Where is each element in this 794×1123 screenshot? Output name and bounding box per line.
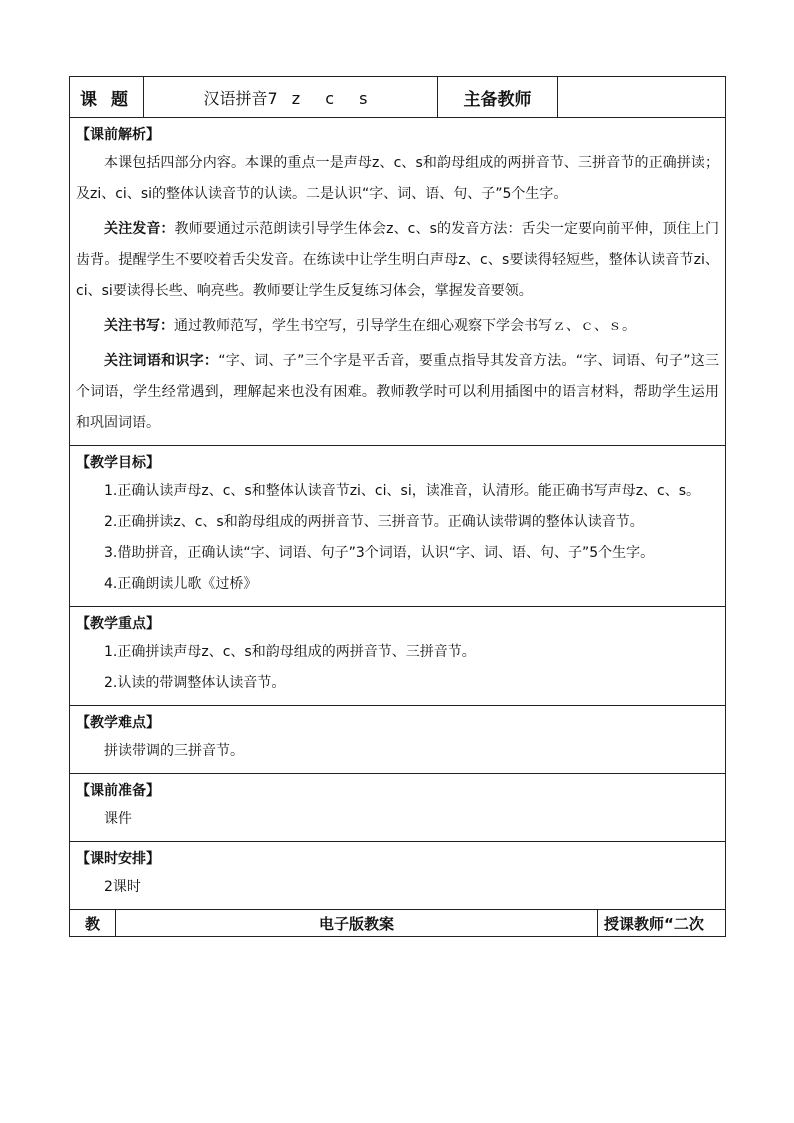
prep-heading: 【课前准备】	[76, 783, 160, 799]
difficulty-heading: 【教学难点】	[76, 715, 160, 731]
analysis-section	[70, 118, 726, 446]
goals-heading: 【教学目标】	[76, 455, 160, 471]
topic-label: 课题	[70, 77, 144, 118]
footer-row	[70, 910, 726, 937]
schedule-heading: 【课时安排】	[76, 851, 160, 867]
schedule-row	[70, 842, 726, 910]
analysis-p4-text: “字、词、子”三个字是平舌音，要重点指导其发音方法。“字、词语、句子”这三个词语，学生经常遇到，理解起来也没有困难。教师教学时可以利用插图中的语言材料，帮助学生运用和巩固词语。	[76, 353, 720, 431]
difficulty-text: 拼读带调的三拼音节。	[104, 743, 244, 759]
prep-section	[70, 774, 726, 842]
lesson-plan-table	[69, 76, 726, 910]
topic-title-cell	[144, 77, 438, 118]
topic-title: 汉语拼音7	[203, 88, 278, 108]
difficulty-section	[70, 706, 726, 774]
goals-section	[70, 446, 726, 607]
analysis-heading: 【课前解析】	[76, 127, 160, 143]
goal-item: 4.正确朗读儿歌《过桥》	[104, 576, 258, 592]
difficulty-row	[70, 706, 726, 774]
teacher-value	[558, 77, 726, 118]
topic-pinyin: z c s	[291, 88, 378, 108]
goal-item: 1.正确认读声母z、c、s和整体认读音节zi、ci、si，读准音，认清形。能正确书写声母z、c、s。	[104, 483, 701, 499]
keypoints-heading: 【教学重点】	[76, 616, 160, 632]
analysis-p1: 本课包括四部分内容。本课的重点一是声母z、c、s和韵母组成的两拼音节、三拼音节的正确拼读；及zi、ci、si的整体认读音节的认读。二是认识“字、词、语、句、子”5个生字。	[76, 155, 719, 202]
footer-cell-2: 电子版教案	[116, 910, 598, 937]
goal-item: 2.正确拼读z、c、s和韵母组成的两拼音节、三拼音节。正确认读带调的整体认读音节。	[104, 514, 644, 530]
schedule-text: 2课时	[104, 879, 141, 895]
prep-row	[70, 774, 726, 842]
goal-item: 3.借助拼音，正确认读“字、词语、句子”3个词语，认识“字、词、语、句、子”5个生字。	[104, 545, 655, 561]
keypoint-item: 1.正确拼读声母z、c、s和韵母组成的两拼音节、三拼音节。	[104, 644, 476, 660]
footer-cell-3: 授课教师“二次	[598, 910, 726, 937]
goals-row	[70, 446, 726, 607]
footer-cell-1: 教	[70, 910, 116, 937]
schedule-section	[70, 842, 726, 910]
footer-table	[69, 910, 726, 937]
teacher-label: 主备教师	[438, 77, 558, 118]
keypoints-row	[70, 607, 726, 706]
lesson-plan	[69, 76, 725, 937]
analysis-p3-label: 关注书写：	[104, 318, 174, 334]
keypoints-section	[70, 607, 726, 706]
analysis-p2-text: 教师要通过示范朗读引导学生体会z、c、s的发音方法：舌尖一定要向前平伸，顶住上门齿背。提醒学生不要咬着舌尖发音。在练读中让学生明白声母z、c、s要读得轻短些，整体认读音节zi、ci、si要读得长些、响亮些。教师要让学生反复练习体会，掌握发音要领。	[76, 221, 719, 299]
prep-text: 课件	[104, 811, 132, 827]
analysis-p4-label: 关注词语和识字：	[104, 353, 219, 369]
analysis-p2-label: 关注发音：	[104, 221, 175, 237]
keypoint-item: 2.认读的带调整体认读音节。	[104, 675, 286, 691]
analysis-p4	[76, 346, 719, 439]
analysis-p2	[76, 214, 719, 307]
analysis-row	[70, 118, 726, 446]
analysis-p3-text: 通过教师范写，学生书空写，引导学生在细心观察下学会书写ｚ、ｃ、ｓ。	[174, 318, 636, 334]
header-row	[70, 77, 726, 118]
analysis-p3	[76, 311, 719, 342]
